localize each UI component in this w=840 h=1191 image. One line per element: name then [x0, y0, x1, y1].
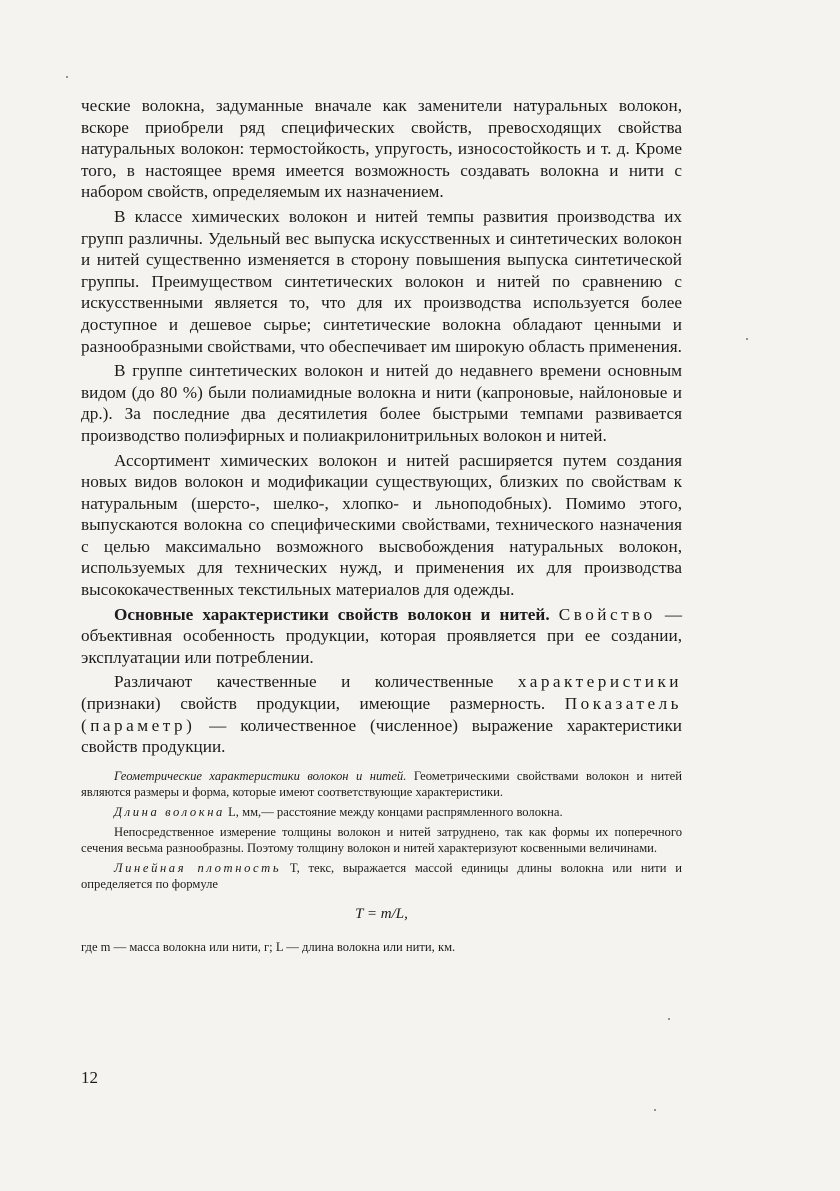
paragraph-6-text-a: Различают качественные и количественные: [114, 672, 518, 692]
small-paragraph-4: [81, 860, 682, 892]
small-print-section: [81, 768, 682, 955]
term-fiber-length: Длина волокна: [114, 804, 225, 819]
paragraph-1: ческие волокна, задуманные вначале как заменители натуральных волокон, вскоре приобрели ряд специфических свойств, превосходящих свойства натуральных волокон: термостойкость, упругость, износостойкость и т. д. Кроме того, в настоящее время имеется возможность создавать волокна и нити с набором свойств, определяемым их назначением.: [81, 96, 682, 202]
paragraph-4: Ассортимент химических волокон и нитей расширяется путем создания новых видов волокон и модификации существующих, близких по свойствам к натуральным (шерсто-, шелко-, хлопко- и льноподобных). Помимо этого, выпускаются волокна со специфическими свойствами, технического назначения с целью максимально возможного высвобождения натуральных волокон, используемых для технических нужд, и применения их для производства высококачественных текстильных материалов для одежды.: [81, 450, 682, 600]
formula: T = m/L,: [355, 905, 408, 922]
paragraph-6: [81, 671, 682, 757]
scan-speck: [66, 76, 68, 78]
small-paragraph-1-text: Геометрическими свойствами волокон и нитей являются размеры и форма, которые имеют соответствующие характеристики.: [81, 768, 683, 799]
term-indicator: Показатель (параметр): [81, 694, 682, 735]
formula-legend: где m — масса волокна или нити, г; L — длина волокна или нити, км.: [81, 939, 456, 954]
page-number: 12: [81, 1068, 98, 1087]
small-paragraph-1: [81, 768, 682, 800]
term-linear-density: Линейная плотность: [114, 860, 282, 875]
term-property: Свойство: [558, 604, 656, 624]
paragraph-5: [81, 604, 682, 669]
paragraph-2: В классе химических волокон и нитей темпы развития производства их групп различны. Удельный вес выпуска искусственных и синтетических волокон и нитей существенно изменяется в сторону повышения выпуска синтетической группы. Преимуществом синтетических волокон и нитей по сравнению с искусственными является то, что для их производства используется более доступное и дешевое сырье; синтетические волокна обладают ценными и разнообразными свойствами, что обеспечивает им широкую область применения.: [81, 206, 682, 356]
scan-speck: [654, 1109, 656, 1111]
page-body: [81, 95, 682, 959]
paragraph-6-text-b: (признаки) свойств продукции, имеющие размерность.: [81, 694, 565, 714]
paragraph-5-text: — объективная особенность продукции, которая проявляется при ее создании, эксплуатации или потреблении.: [81, 604, 683, 667]
paragraph-6-text-c: — количественное (численное) выражение характеристики свойств продукции.: [81, 715, 682, 757]
scan-speck: [746, 338, 748, 340]
paragraph-3: В группе синтетических волокон и нитей до недавнего времени основным видом (до 80 %) были полиамидные волокна и нити (капроновые, найлоновые и др.). За последние два десятилетия более быстрыми темпами развивается производство полиэфирных и полиакрилонитрильных волокон и нитей.: [81, 361, 682, 445]
small-paragraph-2: [81, 804, 682, 820]
term-characteristics: характеристики: [517, 672, 682, 692]
small-paragraph-4-text: T, текс, выражается массой единицы длины волокна или нити и определяется по формуле: [81, 860, 683, 891]
subsection-title: Геометрические характеристики волокон и нитей.: [114, 768, 407, 783]
small-paragraph-2-text: L, мм,— расстояние между концами распрямленного волокна.: [224, 804, 563, 819]
small-paragraph-3: Непосредственное измерение толщины волокон и нитей затруднено, так как формы их поперечного сечения весьма разнообразны. Поэтому толщину волокон и нитей характеризуют косвенными величинами.: [81, 824, 682, 855]
scan-speck: [668, 1018, 670, 1020]
section-heading: Основные характеристики свойств волокон и нитей.: [114, 604, 550, 624]
